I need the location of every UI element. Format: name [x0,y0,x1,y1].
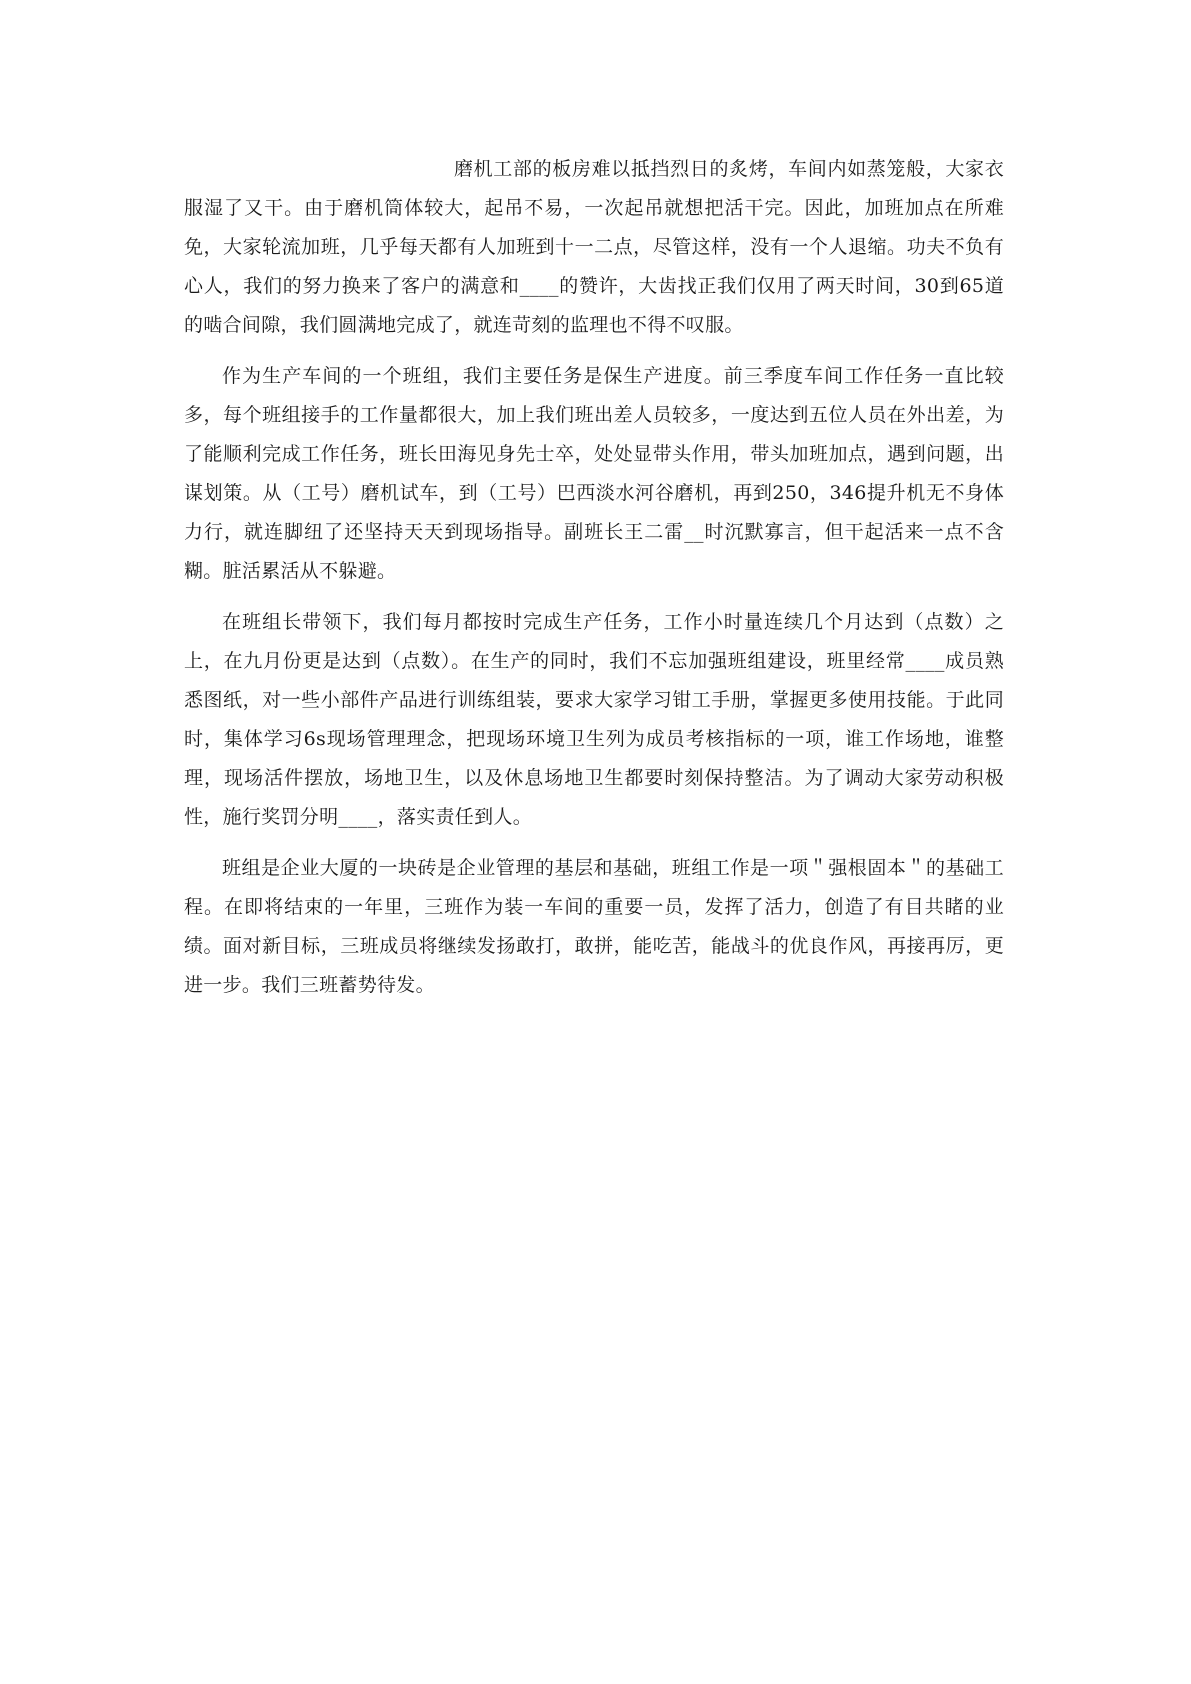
paragraph-4: 班组是企业大厦的一块砖是企业管理的基层和基础，班组工作是一项＂强根固本＂的基础工程。在即将结束的一年里，三班作为装一车间的重要一员，发挥了活力，创造了有目共睹的业绩。面对新目标，三班成员将继续发扬敢打，敢拼，能吃苦，能战斗的优良作风，再接再厉，更进一步。我们三班蓄势待发。 [184,857,1004,996]
paragraph-1: 磨机工部的板房难以抵挡烈日的炙烤，车间内如蒸笼般，大家衣服湿了又干。由于磨机筒体较大，起吊不易，一次起吊就想把活干完。因此，加班加点在所难免，大家轮流加班，几乎每天都有人加班到十一二点，尽管这样，没有一个人退缩。功夫不负有心人，我们的努力换来了客户的满意和____的赞许，大齿找正我们仅用了两天时间，30到65道的啮合间隙，我们圆满地完成了，就连苛刻的监理也不得不叹服。 [184,158,1004,336]
document-body [184,150,1004,1017]
paragraph-2: 作为生产车间的一个班组，我们主要任务是保生产进度。前三季度车间工作任务一直比较多，每个班组接手的工作量都很大，加上我们班出差人员较多，一度达到五位人员在外出差，为了能顺利完成工作任务，班长田海见身先士卒，处处显带头作用，带头加班加点，遇到问题，出谋划策。从（工号）磨机试车，到（工号）巴西淡水河谷磨机，再到250，346提升机无不身体力行，就连脚纽了还坚持天天到现场指导。副班长王二雷__时沉默寡言，但干起活来一点不含糊。脏活累活从不躲避。 [184,365,1004,582]
paragraph-3: 在班组长带领下，我们每月都按时完成生产任务，工作小时量连续几个月达到（点数）之上，在九月份更是达到（点数）。在生产的同时，我们不忘加强班组建设，班里经常____成员熟悉图纸，对一些小部件产品进行训练组装，要求大家学习钳工手册，掌握更多使用技能。于此同时，集体学习6s现场管理理念，把现场环境卫生列为成员考核指标的一项，谁工作场地，谁整理，现场活件摆放，场地卫生，以及休息场地卫生都要时刻保持整洁。为了调动大家劳动积极性，施行奖罚分明____，落实责任到人。 [184,611,1004,828]
